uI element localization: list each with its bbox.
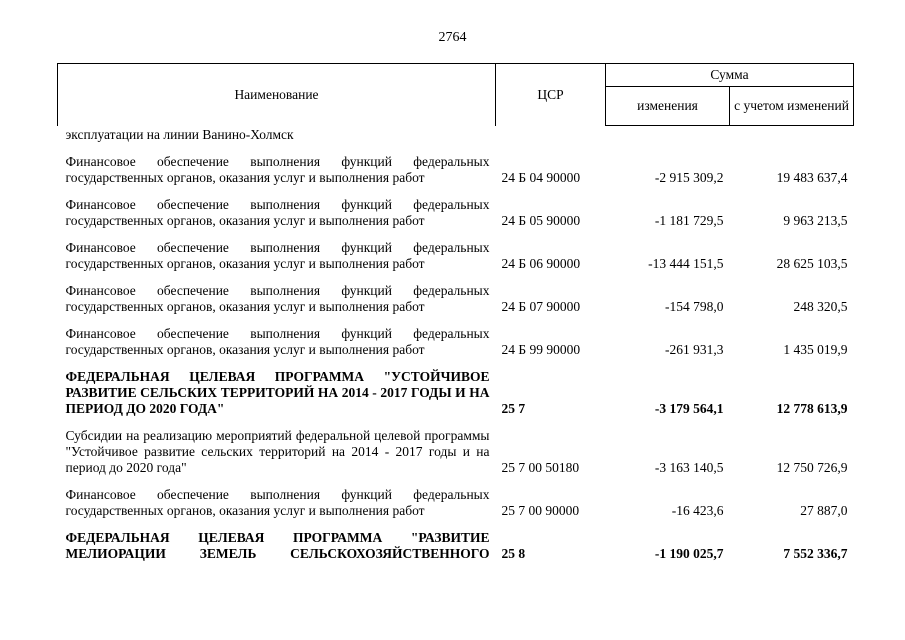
row-change: -13 444 151,5: [648, 255, 724, 271]
row-total: 28 625 103,5: [776, 255, 848, 271]
row-total: 7 552 336,7: [783, 545, 848, 561]
row-name: Финансовое обеспечение выполнения функций федеральных государственных органов, оказания услуг и выполнения работ: [65, 282, 490, 314]
table-row: [58, 519, 854, 562]
row-csr: 24 Б 04 90000: [501, 169, 581, 185]
row-name: Финансовое обеспечение выполнения функций федеральных государственных органов, оказания услуг и выполнения работ: [65, 239, 490, 271]
table-row: [58, 272, 854, 315]
table-row: [58, 358, 854, 417]
row-csr: 24 Б 06 90000: [501, 255, 581, 271]
row-change: -261 931,3: [665, 341, 724, 357]
budget-table: [57, 63, 854, 562]
table-row: [58, 315, 854, 358]
row-change: -1 181 729,5: [654, 212, 724, 228]
table-row: [58, 186, 854, 229]
row-csr: 24 Б 99 90000: [501, 341, 581, 357]
row-change: -3 179 564,1: [654, 400, 724, 416]
row-change: -16 423,6: [671, 502, 724, 518]
row-name: Финансовое обеспечение выполнения функций федеральных государственных органов, оказания услуг и выполнения работ: [65, 486, 490, 518]
row-csr: [496, 126, 606, 143]
row-csr: 25 7: [501, 400, 526, 416]
row-total: 19 483 637,4: [776, 169, 848, 185]
header-name: Наименование: [58, 64, 496, 126]
header-with-changes: с учетом изменений: [730, 87, 854, 126]
row-name: ФЕДЕРАЛЬНАЯ ЦЕЛЕВАЯ ПРОГРАММА "УСТОЙЧИВОЕ РАЗВИТИЕ СЕЛЬСКИХ ТЕРРИТОРИЙ НА 2014 - 2017 ГОДЫ И НА ПЕРИОД ДО 2020 ГОДА": [65, 368, 490, 416]
header-changes: изменения: [606, 87, 730, 126]
row-total: 248 320,5: [793, 298, 848, 314]
row-change: -1 190 025,7: [654, 545, 724, 561]
row-change: -3 163 140,5: [654, 459, 724, 475]
row-total: 12 778 613,9: [776, 400, 848, 416]
row-total: 9 963 213,5: [783, 212, 848, 228]
row-change: [606, 126, 730, 143]
table-body: [58, 126, 854, 562]
row-change: -2 915 309,2: [654, 169, 724, 185]
row-csr: 24 Б 05 90000: [501, 212, 581, 228]
header-csr: ЦСР: [496, 64, 606, 126]
row-csr: 25 7 00 90000: [501, 502, 580, 518]
table-row: [58, 229, 854, 272]
header-sum: Сумма: [606, 64, 854, 87]
table-row: [58, 126, 854, 143]
table-header: [58, 64, 854, 126]
row-name: ФЕДЕРАЛЬНАЯ ЦЕЛЕВАЯ ПРОГРАММА "РАЗВИТИЕ МЕЛИОРАЦИИ ЗЕМЕЛЬ СЕЛЬСКОХОЗЯЙСТВЕННОГО: [65, 529, 490, 561]
row-name: Субсидии на реализацию мероприятий федеральной целевой программы "Устойчивое развитие сельских территорий на 2014 - 2017 годы и на период до 2020 года": [65, 427, 490, 475]
row-csr: 24 Б 07 90000: [501, 298, 581, 314]
row-total: 1 435 019,9: [783, 341, 848, 357]
row-csr: 25 8: [501, 545, 526, 561]
row-name: Финансовое обеспечение выполнения функций федеральных государственных органов, оказания услуг и выполнения работ: [65, 196, 490, 228]
row-total: 27 887,0: [800, 502, 848, 518]
page-number: 2764: [438, 30, 467, 45]
row-change: -154 798,0: [665, 298, 724, 314]
table-row: [58, 417, 854, 476]
table-row: [58, 143, 854, 186]
table-row: [58, 476, 854, 519]
row-csr: 25 7 00 50180: [501, 459, 580, 475]
row-name: Финансовое обеспечение выполнения функций федеральных государственных органов, оказания услуг и выполнения работ: [65, 153, 490, 185]
row-total: 12 750 726,9: [776, 459, 848, 475]
row-name: эксплуатации на линии Ванино-Холмск: [65, 126, 294, 142]
row-name: Финансовое обеспечение выполнения функций федеральных государственных органов, оказания услуг и выполнения работ: [65, 325, 490, 357]
row-total: [730, 126, 854, 143]
